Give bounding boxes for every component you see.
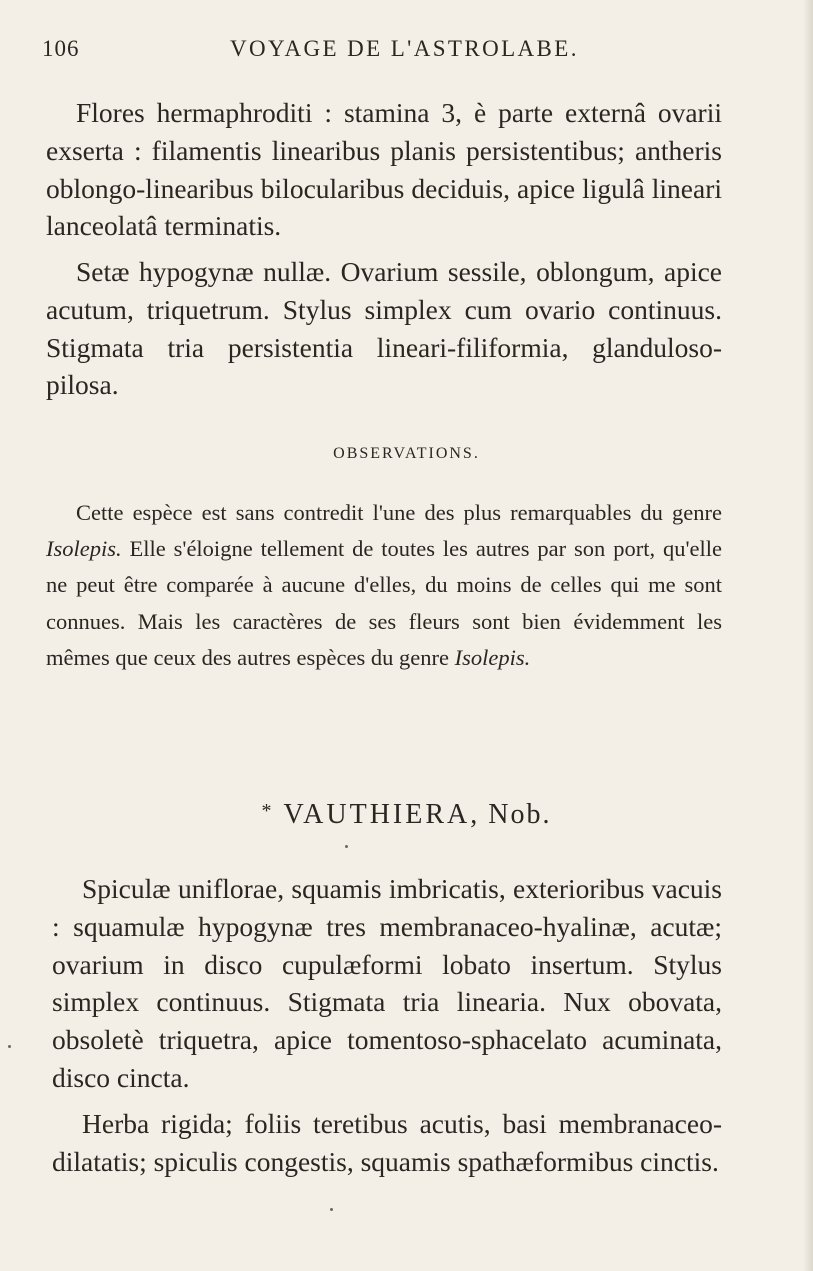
observations-paragraph	[46, 495, 722, 676]
paragraph-spiculae: Spiculæ uniflorae, squamis imbricatis, exterioribus vacuis : squamulæ hypogynæ tres membranaceo-hyalinæ, acutæ; ovarium in disco cupulæformi lobato insertum. Stylus simplex continuus. Stigmata tria linearia. Nux obovata, obsoletè triquetra, apice tomentoso-sphacelato acuminata, disco cincta.	[52, 873, 722, 1093]
genus-italic-isolepis-2: Isolepis.	[454, 644, 531, 670]
paragraph-herba: Herba rigida; foliis teretibus acutis, basi membranaceo-dilatatis; spiculis congestis, squamis spathæformibus cinctis.	[52, 1108, 722, 1177]
genus-heading	[0, 799, 813, 831]
observations-text-1: Cette espèce est sans contredit l'une des plus remarquables du genre	[76, 500, 722, 525]
paragraph-setae: Setæ hypogynæ nullæ. Ovarium sessile, oblongum, apice acutum, triquetrum. Stylus simplex cum ovario continuus. Stigmata tria persistentia lineari-filiformia, glanduloso-pilosa.	[46, 256, 722, 401]
print-speck	[345, 845, 348, 848]
observations-heading: OBSERVATIONS.	[333, 445, 480, 462]
observations-text-2: Elle s'éloigne tellement de toutes les autres par son port, qu'elle ne peut être comparée à aucune d'elles, du moins de celles qui me sont connues. Mais les caractères de ses fleurs sont bien évidemment les mêmes que ceux des autres espèces du genre	[46, 536, 722, 670]
genus-author: , Nob.	[470, 799, 552, 830]
genus-asterisk: *	[261, 800, 274, 822]
page-header	[42, 36, 762, 70]
genus-name: VAUTHIERA	[283, 799, 471, 830]
print-speck	[8, 1045, 11, 1048]
paragraph-flores: Flores hermaphroditi : stamina 3, è parte externâ ovarii exserta : filamentis linearibus planis persistentibus; antheris oblongo-linearibus bilocularibus deciduis, apice ligulâ lineari lanceolatâ terminatis.	[46, 97, 722, 242]
page-number: 106	[42, 36, 80, 61]
print-speck	[330, 1208, 333, 1211]
genus-italic-isolepis-1: Isolepis.	[46, 536, 122, 562]
page-edge-shadow	[803, 0, 813, 1271]
running-title: VOYAGE DE L'ASTROLABE.	[230, 36, 579, 61]
